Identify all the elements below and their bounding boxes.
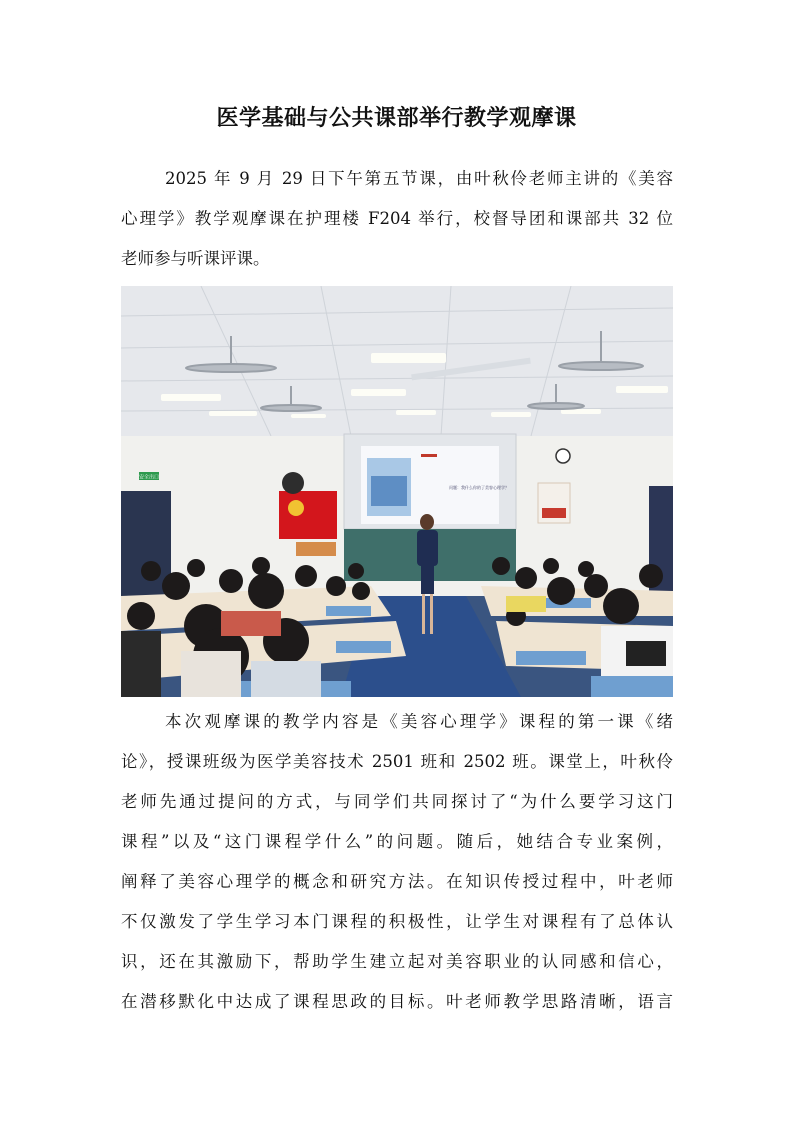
exit-sign-text: 安全出口 bbox=[138, 474, 160, 481]
paragraph-intro bbox=[121, 159, 673, 279]
paragraph-line: 本次观摩课的教学内容是《美容心理学》课程的第一课《绪 bbox=[165, 712, 673, 731]
paragraph-line: 不仅激发了学生学习本门课程的积极性，让学生对课程有了总体认 bbox=[121, 912, 673, 931]
paragraph-line: 老师先通过提问的方式，与同学们共同探讨了“为什么要学习这门 bbox=[121, 792, 673, 811]
paragraph-line: 课程”以及“这门课程学什么”的问题。随后，她结合专业案例， bbox=[121, 832, 673, 851]
paragraph-body bbox=[121, 702, 673, 1022]
paragraph-line: 心理学》教学观摩课在护理楼 F204 举行，校督导团和课部共 32 位 bbox=[121, 209, 673, 228]
slide-text: 问题：我什么你的了美容心理学？ bbox=[449, 485, 509, 490]
paragraph-line: 老师参与听课评课。 bbox=[121, 249, 270, 268]
paragraph-line: 在潜移默化中达成了课程思政的目标。叶老师教学思路清晰，语言 bbox=[121, 992, 673, 1011]
paragraph-line: 识，还在其激励下，帮助学生建立起对美容职业的认同感和信心， bbox=[121, 952, 673, 971]
classroom-photo bbox=[121, 286, 673, 697]
paragraph-line: 论》，授课班级为医学美容技术 2501 班和 2502 班。课堂上，叶秋伶 bbox=[121, 752, 673, 771]
document-title: 医学基础与公共课部举行教学观摩课 bbox=[216, 106, 577, 131]
paragraph-line: 阐释了美容心理学的概念和研究方法。在知识传授过程中，叶老师 bbox=[121, 872, 673, 891]
paragraph-line: 2025 年 9 月 29 日下午第五节课，由叶秋伶老师主讲的《美容 bbox=[165, 169, 673, 188]
